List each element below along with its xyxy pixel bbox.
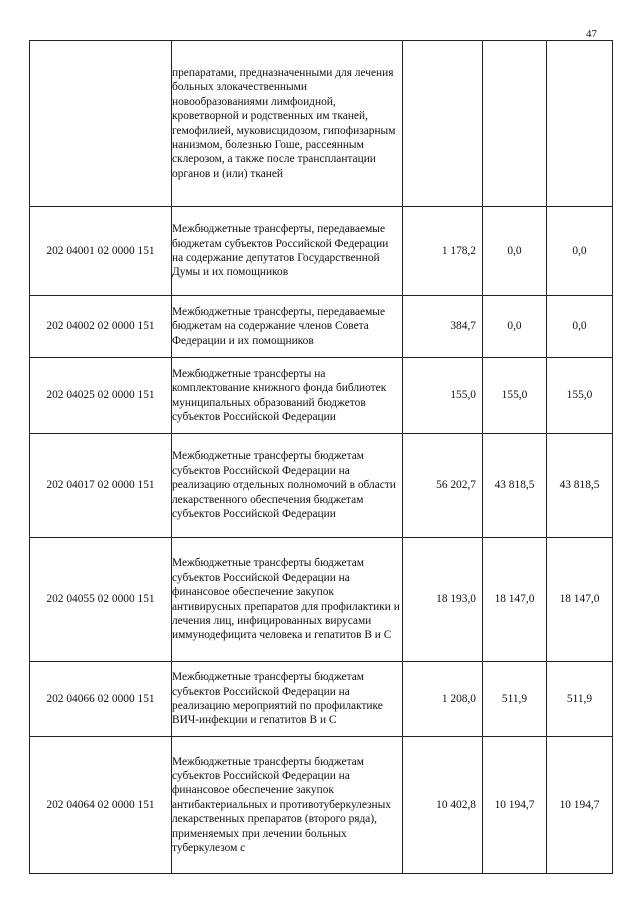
budget-code-cell: 202 04055 02 0000 151	[30, 538, 172, 662]
description-cell: Межбюджетные трансферты на комплектование книжного фонда библиотек муниципальных образований бюджетов субъектов Российской Федерации	[172, 358, 403, 434]
budget-code-cell	[30, 41, 172, 207]
amount-cell-3	[547, 41, 613, 207]
table-row	[30, 41, 613, 207]
amount-cell-2: 155,0	[483, 358, 547, 434]
table-row	[30, 207, 613, 296]
description-cell: Межбюджетные трансферты бюджетам субъектов Российской Федерации на реализацию отдельных полномочий в области лекарственного обеспечения бюджетам субъектов Российской Федерации	[172, 434, 403, 538]
table-row	[30, 434, 613, 538]
amount-cell-3: 0,0	[547, 296, 613, 358]
budget-code-cell: 202 04066 02 0000 151	[30, 662, 172, 737]
description-cell: Межбюджетные трансферты бюджетам субъектов Российской Федерации на финансовое обеспечение закупок антибактериальных и противотуберкулезных лекарственных препаратов (второго ряда), применяемых при лечении больных туберкулезом с	[172, 737, 403, 874]
table-row	[30, 737, 613, 874]
amount-cell-3: 511,9	[547, 662, 613, 737]
amount-cell-2: 43 818,5	[483, 434, 547, 538]
budget-code-cell: 202 04017 02 0000 151	[30, 434, 172, 538]
amount-cell-2: 0,0	[483, 296, 547, 358]
budget-code-cell: 202 04001 02 0000 151	[30, 207, 172, 296]
description-cell: Межбюджетные трансферты бюджетам субъектов Российской Федерации на реализацию мероприятий по профилактике ВИЧ-инфекции и гепатитов В и С	[172, 662, 403, 737]
amount-cell-3: 10 194,7	[547, 737, 613, 874]
amount-cell-3: 0,0	[547, 207, 613, 296]
budget-code-cell: 202 04002 02 0000 151	[30, 296, 172, 358]
page-number: 47	[586, 28, 597, 40]
table-row	[30, 538, 613, 662]
budget-code-cell: 202 04064 02 0000 151	[30, 737, 172, 874]
amount-cell-2	[483, 41, 547, 207]
table-row	[30, 358, 613, 434]
description-cell: Межбюджетные трансферты, передаваемые бюджетам субъектов Российской Федерации на содержание депутатов Государственной Думы и их помощников	[172, 207, 403, 296]
budget-table	[29, 40, 613, 874]
amount-cell-2: 0,0	[483, 207, 547, 296]
amount-cell-1: 155,0	[403, 358, 483, 434]
amount-cell-1: 18 193,0	[403, 538, 483, 662]
amount-cell-2: 18 147,0	[483, 538, 547, 662]
amount-cell-1	[403, 41, 483, 207]
description-cell: Межбюджетные трансферты бюджетам субъектов Российской Федерации на финансовое обеспечение закупок антивирусных препаратов для профилактики и лечения лиц, инфицированных вирусами иммунодефицита человека и гепатитов В и С	[172, 538, 403, 662]
amount-cell-1: 1 178,2	[403, 207, 483, 296]
amount-cell-3: 18 147,0	[547, 538, 613, 662]
amount-cell-1: 1 208,0	[403, 662, 483, 737]
amount-cell-2: 10 194,7	[483, 737, 547, 874]
amount-cell-1: 384,7	[403, 296, 483, 358]
description-cell: Межбюджетные трансферты, передаваемые бюджетам на содержание членов Совета Федерации и их помощников	[172, 296, 403, 358]
amount-cell-1: 56 202,7	[403, 434, 483, 538]
amount-cell-3: 43 818,5	[547, 434, 613, 538]
budget-code-cell: 202 04025 02 0000 151	[30, 358, 172, 434]
description-cell: препаратами, предназначенными для лечения больных злокачественными новообразованиями лимфоидной, кроветворной и родственных им тканей, гемофилией, муковисцидозом, гипофизарным нанизмом, болезнью Гоше, рассеянным склерозом, а также после трансплантации органов и (или) тканей	[172, 41, 403, 207]
table-row	[30, 662, 613, 737]
amount-cell-1: 10 402,8	[403, 737, 483, 874]
amount-cell-2: 511,9	[483, 662, 547, 737]
table-row	[30, 296, 613, 358]
amount-cell-3: 155,0	[547, 358, 613, 434]
